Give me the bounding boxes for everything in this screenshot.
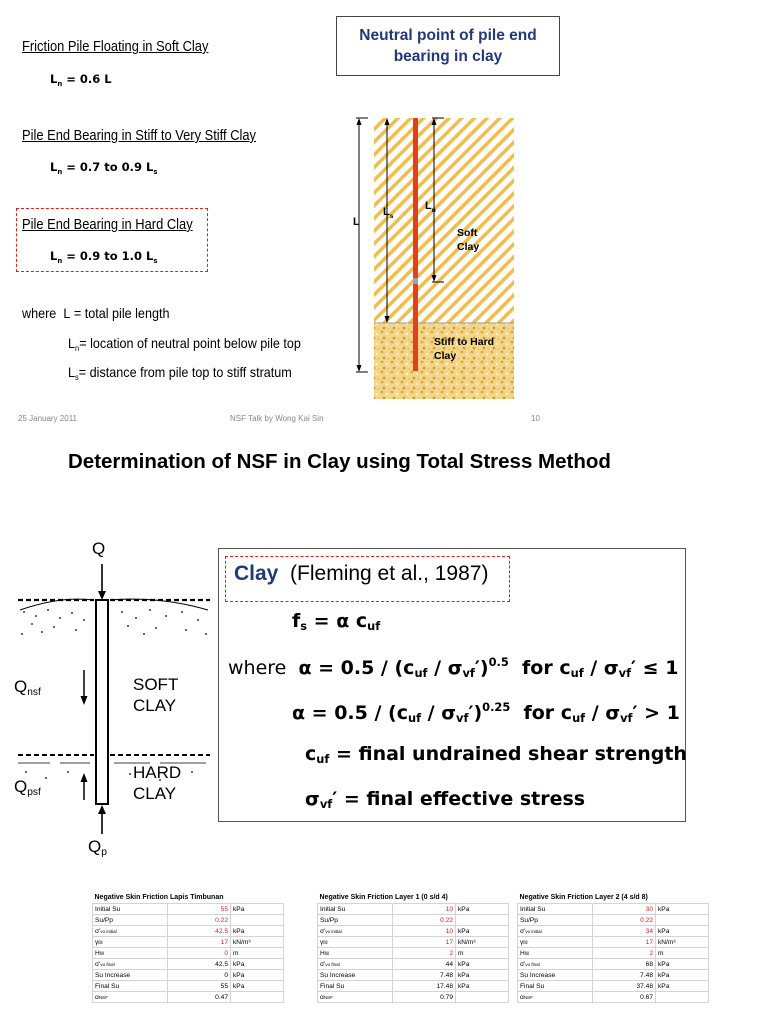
row-label: Initial Su bbox=[318, 904, 393, 915]
table-row bbox=[318, 992, 509, 1003]
table-row bbox=[518, 915, 709, 926]
row-label: Final Su bbox=[93, 981, 168, 992]
label-Qpsf: $Q_{psf}$ bbox=[14, 777, 41, 798]
label-soft-clay-sketch: SOFT CLAY bbox=[133, 675, 179, 715]
nsf-table-lapis-timbunan bbox=[92, 892, 284, 1003]
table-row bbox=[518, 970, 709, 981]
row-unit: m bbox=[456, 948, 509, 959]
row-value: 42.5 bbox=[168, 926, 231, 937]
row-unit bbox=[231, 992, 284, 1003]
label-Ln: $L_n$ bbox=[425, 200, 436, 214]
case-3-heading: Pile End Bearing in Hard Clay bbox=[22, 216, 193, 233]
row-label: σ'vo final bbox=[93, 959, 168, 970]
row-label: Su Increase bbox=[93, 970, 168, 981]
table-row bbox=[518, 959, 709, 970]
definition-sigma-vf: $\sigma_{vf}'$ = final effective stress bbox=[305, 788, 586, 811]
row-unit: kPa bbox=[656, 981, 709, 992]
row-label: Hfill bbox=[518, 948, 593, 959]
row-label: Su/Pp bbox=[518, 915, 593, 926]
row-unit: kPa bbox=[231, 970, 284, 981]
row-label: Su Increase bbox=[518, 970, 593, 981]
table-row bbox=[93, 926, 284, 937]
table-row bbox=[518, 948, 709, 959]
row-value: 17 bbox=[593, 937, 656, 948]
label-stiff-clay: Stiff to Hard Clay bbox=[434, 336, 495, 362]
row-label: Initial Su bbox=[518, 904, 593, 915]
row-value: 0.22 bbox=[593, 915, 656, 926]
row-unit: kPa bbox=[456, 981, 509, 992]
table-row bbox=[318, 970, 509, 981]
row-label: γfill bbox=[318, 937, 393, 948]
row-unit: kPa bbox=[456, 904, 509, 915]
label-Qp: $Q_p$ bbox=[88, 837, 107, 858]
case-2-formula: $L_n = 0.7$ to 0.9 $L_s$ bbox=[50, 160, 158, 176]
case-1-formula: $L_n = 0.6$ L bbox=[50, 72, 112, 88]
row-value: 0.67 bbox=[593, 992, 656, 1003]
row-unit: kPa bbox=[656, 959, 709, 970]
table-row bbox=[518, 981, 709, 992]
table-row bbox=[518, 904, 709, 915]
row-label: Final Su bbox=[318, 981, 393, 992]
row-value: 37.48 bbox=[593, 981, 656, 992]
row-value: 0.47 bbox=[168, 992, 231, 1003]
row-value: 17.48 bbox=[393, 981, 456, 992]
row-unit: kPa bbox=[656, 904, 709, 915]
footer-date: 25 January 2011 bbox=[18, 414, 78, 423]
label-soft-clay: Soft Clay bbox=[457, 227, 480, 253]
table-row bbox=[93, 970, 284, 981]
table-row bbox=[93, 904, 284, 915]
row-label: Initial Su bbox=[93, 904, 168, 915]
case-2-heading: Pile End Bearing in Stiff to Very Stiff Clay bbox=[22, 127, 257, 144]
nsf-table-layer-1 bbox=[317, 892, 509, 1003]
row-unit: kPa bbox=[456, 970, 509, 981]
definition-Ls: $L_s=$ distance from pile top to stiff stratum bbox=[68, 364, 292, 382]
equation-alpha-1: where $\alpha = 0.5 / (c_{uf} / \sigma_{vf}')^{0.5}$ for $c_{uf} / \sigma_{vf}' \le 1$ bbox=[228, 655, 679, 680]
row-label: σ'vo initial bbox=[93, 926, 168, 937]
clay-reference: Clay (Fleming et al., 1987) bbox=[234, 562, 489, 585]
row-value: 0 bbox=[168, 948, 231, 959]
row-label: αNSF bbox=[518, 992, 593, 1003]
row-label: Final Su bbox=[518, 981, 593, 992]
definition-Ln: $L_n=$ location of neutral point below pile top bbox=[68, 335, 301, 353]
row-unit bbox=[656, 915, 709, 926]
footer-talk: NSF Talk by Wong Kai Sin bbox=[230, 414, 324, 423]
row-value: 0 bbox=[168, 970, 231, 981]
row-value: 10 bbox=[393, 926, 456, 937]
row-unit: kN/m³ bbox=[456, 937, 509, 948]
case-1-heading: Friction Pile Floating in Soft Clay bbox=[22, 38, 209, 55]
soft-clay-layer bbox=[374, 118, 514, 323]
definition-cuf: $c_{uf}$ = final undrained shear strength bbox=[305, 743, 687, 766]
row-label: αNSF bbox=[318, 992, 393, 1003]
label-Qnsf: $Q_{nsf}$ bbox=[14, 677, 41, 698]
row-value: 68 bbox=[593, 959, 656, 970]
row-unit: kN/m³ bbox=[656, 937, 709, 948]
row-label: γfill bbox=[93, 937, 168, 948]
row-label: σ'vo final bbox=[318, 959, 393, 970]
row-value: 2 bbox=[593, 948, 656, 959]
row-value: 55 bbox=[168, 904, 231, 915]
row-unit bbox=[231, 915, 284, 926]
row-value: 10 bbox=[393, 904, 456, 915]
table-row bbox=[93, 937, 284, 948]
row-label: Hfill bbox=[93, 948, 168, 959]
row-unit: kPa bbox=[231, 981, 284, 992]
table-row bbox=[318, 926, 509, 937]
row-unit: kPa bbox=[231, 959, 284, 970]
sketch-pile bbox=[96, 600, 108, 804]
row-unit: kPa bbox=[656, 970, 709, 981]
nsf-table-layer-2 bbox=[517, 892, 709, 1003]
row-unit: kN/m³ bbox=[231, 937, 284, 948]
row-value: 42.5 bbox=[168, 959, 231, 970]
row-value: 0.22 bbox=[393, 915, 456, 926]
row-unit: kPa bbox=[456, 926, 509, 937]
footer-page-number: 10 bbox=[531, 414, 540, 423]
neutral-point-marker bbox=[413, 278, 418, 284]
row-value: 30 bbox=[593, 904, 656, 915]
row-value: 44 bbox=[393, 959, 456, 970]
table-row bbox=[318, 948, 509, 959]
row-unit: kPa bbox=[231, 926, 284, 937]
row-value: 17 bbox=[393, 937, 456, 948]
pile bbox=[413, 118, 418, 371]
table-row bbox=[318, 904, 509, 915]
row-unit bbox=[456, 915, 509, 926]
row-value: 17 bbox=[168, 937, 231, 948]
row-unit: kPa bbox=[456, 959, 509, 970]
row-label: αNSF bbox=[93, 992, 168, 1003]
row-label: σ'vo initial bbox=[518, 926, 593, 937]
case-3-formula: $L_n = 0.9$ to 1.0 $L_s$ bbox=[50, 249, 158, 265]
table-row bbox=[318, 915, 509, 926]
table-title: Negative Skin Friction Lapis Timbunan bbox=[94, 894, 224, 901]
row-value: 0.79 bbox=[393, 992, 456, 1003]
table-title: Negative Skin Friction Layer 1 (0 s/d 4) bbox=[319, 894, 448, 901]
row-unit: kPa bbox=[231, 904, 284, 915]
row-label: σ'vo initial bbox=[318, 926, 393, 937]
row-value: 0.22 bbox=[168, 915, 231, 926]
row-value: 7.48 bbox=[393, 970, 456, 981]
row-label: γfill bbox=[518, 937, 593, 948]
table-row bbox=[318, 981, 509, 992]
row-unit: kPa bbox=[656, 926, 709, 937]
label-Q: Q bbox=[92, 539, 106, 558]
equation-fs: $f_s = \alpha$ $c_{uf}$ bbox=[292, 610, 381, 633]
row-label: Su/Pp bbox=[318, 915, 393, 926]
table-row bbox=[93, 915, 284, 926]
table-row bbox=[518, 937, 709, 948]
table-row bbox=[93, 981, 284, 992]
definition-L: where L = total pile length bbox=[22, 305, 170, 321]
table-row bbox=[318, 959, 509, 970]
row-unit bbox=[456, 992, 509, 1003]
label-L: L bbox=[353, 216, 360, 228]
row-unit: m bbox=[656, 948, 709, 959]
table-row bbox=[93, 948, 284, 959]
table-row bbox=[518, 992, 709, 1003]
table-title: Negative Skin Friction Layer 2 (4 s/d 8) bbox=[519, 894, 648, 901]
table-row bbox=[93, 992, 284, 1003]
table-row bbox=[93, 959, 284, 970]
row-label: σ'vo final bbox=[518, 959, 593, 970]
row-unit: m bbox=[231, 948, 284, 959]
row-value: 7.48 bbox=[593, 970, 656, 981]
row-label: Su Increase bbox=[318, 970, 393, 981]
row-label: Hfill bbox=[318, 948, 393, 959]
pile-sketch bbox=[10, 560, 220, 850]
row-label: Su/Pp bbox=[93, 915, 168, 926]
label-Ls: $L_s$ bbox=[383, 206, 394, 220]
table-row bbox=[318, 937, 509, 948]
row-value: 34 bbox=[593, 926, 656, 937]
slide-2-title: Determination of NSF in Clay using Total Stress Method bbox=[68, 450, 611, 473]
row-value: 55 bbox=[168, 981, 231, 992]
equation-alpha-2: $\alpha = 0.5 / (c_{uf} / \sigma_{vf}')^{0.25}$ for $c_{uf} / \sigma_{vf}' > 1$ bbox=[292, 700, 680, 725]
row-value: 2 bbox=[393, 948, 456, 959]
callout-neutral-point: Neutral point of pile end bearing in clay bbox=[336, 16, 560, 76]
label-hard-clay-sketch: HARD CLAY bbox=[133, 763, 182, 803]
table-row bbox=[518, 926, 709, 937]
row-unit bbox=[656, 992, 709, 1003]
